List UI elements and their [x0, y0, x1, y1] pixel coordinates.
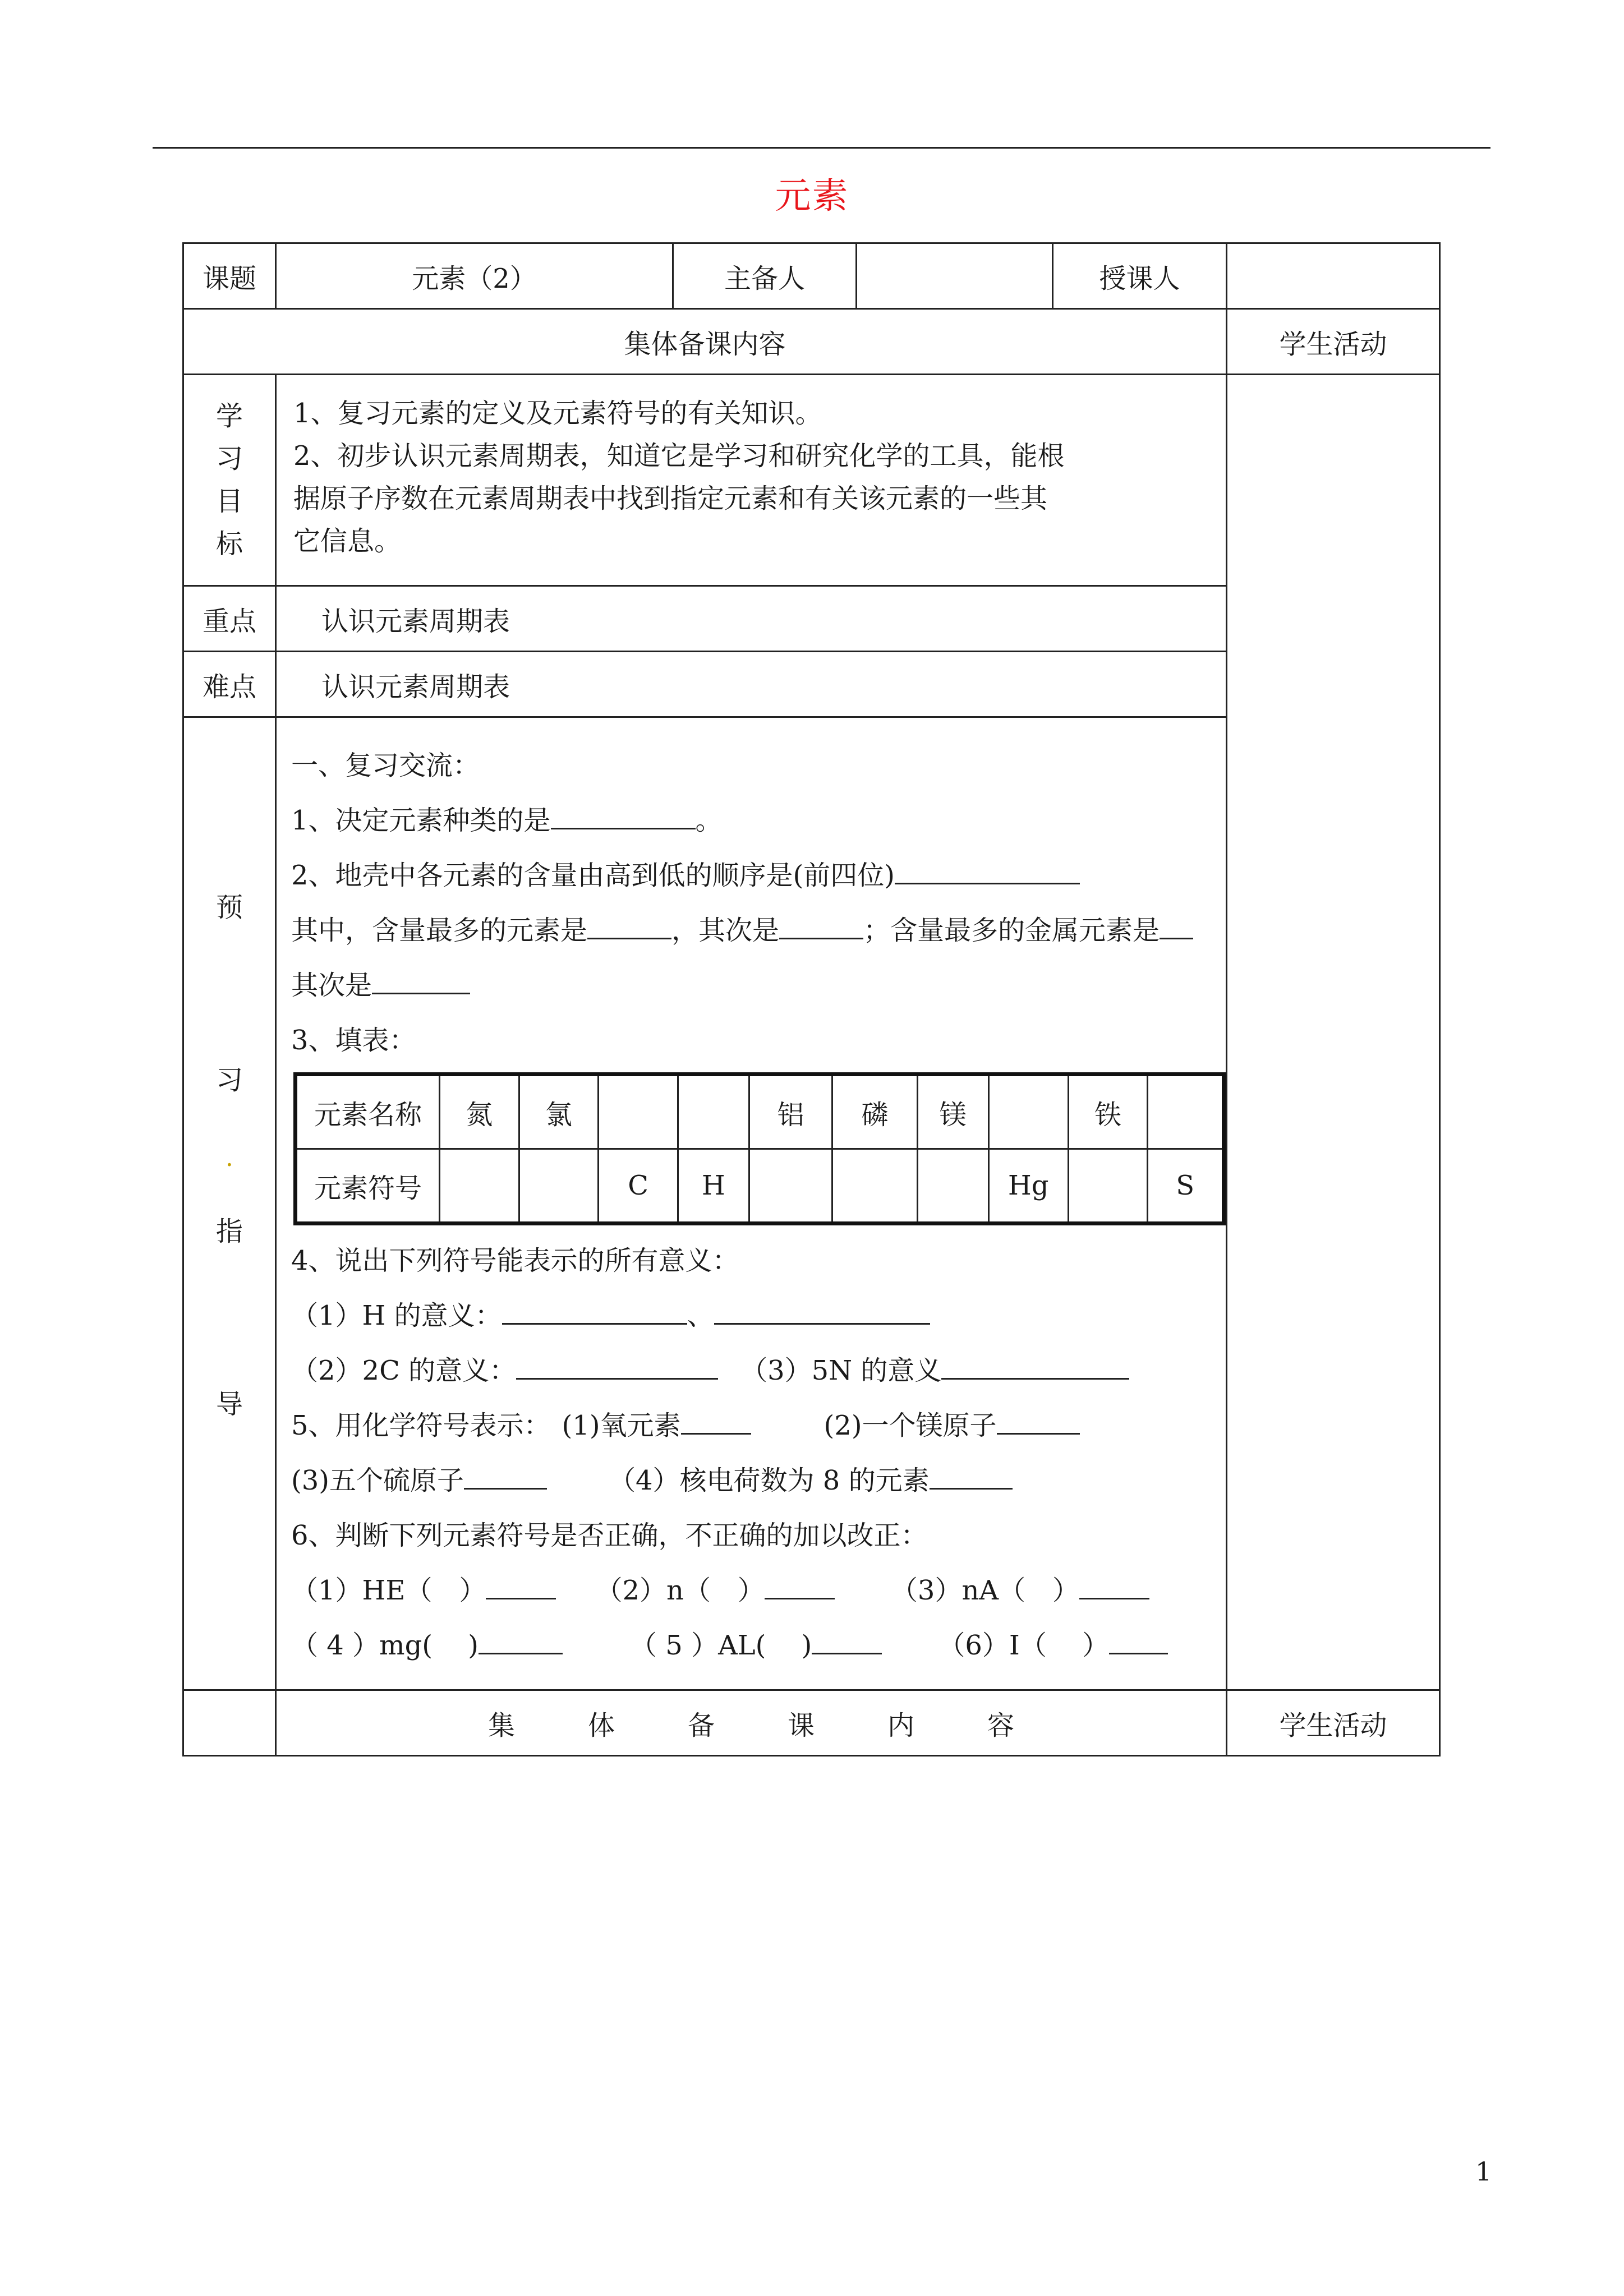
element-symbol-cell[interactable]: [832, 1149, 918, 1224]
element-name-cell[interactable]: [988, 1075, 1068, 1149]
topic-value: 元素（2）: [276, 243, 673, 309]
element-name-label: 元素名称: [296, 1075, 440, 1149]
guide-label: 预 习 · 指 导: [183, 717, 276, 1690]
document-title: 元素: [775, 176, 849, 217]
header-rule: [153, 147, 1490, 149]
footer-row: [183, 1690, 1440, 1756]
element-name-cell[interactable]: [599, 1075, 678, 1149]
goal-line-2: 2、初步认识元素周期表，知道它是学习和研究化学的工具，能根: [293, 440, 1065, 472]
teacher-label: 授课人: [1053, 243, 1227, 309]
question-6: 6、判断下列元素符号是否正确，不正确的加以改正：: [291, 1520, 928, 1551]
question-4a: （1）H 的意义： 、: [291, 1288, 1226, 1343]
answer-blank[interactable]: [1160, 909, 1193, 939]
answer-blank[interactable]: [372, 963, 470, 994]
question-2c: 其次是: [291, 958, 1226, 1013]
goals-label: 学 习 目 标: [183, 375, 276, 586]
key-point-value: 认识元素周期表: [276, 586, 1227, 652]
element-name-cell[interactable]: 铝: [749, 1075, 832, 1149]
question-5: 5、用化学符号表示： (1)氧元素 (2)一个镁原子: [291, 1398, 1226, 1453]
element-name-cell[interactable]: [678, 1075, 749, 1149]
element-fill-table: [293, 1072, 1226, 1225]
question-4: 4、说出下列符号能表示的所有意义：: [291, 1245, 739, 1276]
element-name-row: [296, 1075, 1224, 1149]
activity-header: 学生活动: [1227, 309, 1440, 375]
student-activity-cell: [1227, 375, 1440, 1690]
element-symbol-cell[interactable]: [749, 1149, 832, 1224]
footer-empty-cell: [183, 1690, 276, 1756]
answer-blank[interactable]: [930, 1459, 1013, 1490]
answer-blank[interactable]: [479, 1624, 563, 1654]
footer-content-label: 集 体 备 课 内 容: [276, 1690, 1227, 1756]
element-symbol-cell[interactable]: C: [599, 1149, 678, 1224]
element-name-cell[interactable]: 磷: [832, 1075, 918, 1149]
difficulty-label: 难点: [183, 652, 276, 717]
answer-blank[interactable]: [486, 1569, 556, 1599]
answer-blank[interactable]: [997, 1404, 1080, 1435]
element-symbol-cell[interactable]: S: [1148, 1149, 1224, 1224]
answer-blank[interactable]: [464, 1459, 547, 1490]
section-header-row: [183, 309, 1440, 375]
difficulty-value: 认识元素周期表: [276, 652, 1227, 717]
question-6a: （1）HE（ ） （2）n（ ） （3）nA（ ）: [291, 1563, 1226, 1618]
answer-blank[interactable]: [779, 909, 863, 939]
key-point-label: 重点: [183, 586, 276, 652]
guide-heading: 一、复习交流：: [291, 750, 480, 781]
element-symbol-cell[interactable]: [1068, 1149, 1148, 1224]
lead-label: 主备人: [673, 243, 857, 309]
element-name-cell[interactable]: 氮: [440, 1075, 519, 1149]
footer-activity-label: 学生活动: [1227, 1690, 1440, 1756]
element-symbol-row: [296, 1149, 1224, 1224]
element-symbol-label: 元素符号: [296, 1149, 440, 1224]
goal-line-1: 1、复习元素的定义及元素符号的有关知识。: [293, 398, 822, 429]
answer-blank[interactable]: [765, 1569, 835, 1599]
lesson-plan-table: [182, 242, 1441, 1756]
element-name-cell[interactable]: 氯: [519, 1075, 599, 1149]
guide-content: [276, 717, 1227, 1690]
element-name-cell[interactable]: 镁: [917, 1075, 988, 1149]
answer-blank[interactable]: [895, 854, 1080, 884]
question-2: 2、地壳中各元素的含量由高到低的顺序是(前四位): [291, 848, 1226, 903]
topic-label: 课题: [183, 243, 276, 309]
answer-blank[interactable]: [1079, 1569, 1149, 1599]
answer-blank[interactable]: [714, 1294, 930, 1325]
element-symbol-cell[interactable]: H: [678, 1149, 749, 1224]
answer-blank[interactable]: [587, 909, 671, 939]
question-6b: （ 4 ）mg( ) （ 5 ）AL( ) （6）I（ ）: [291, 1618, 1226, 1673]
answer-blank[interactable]: [812, 1624, 882, 1654]
question-5b: (3)五个硫原子 （4）核电荷数为 8 的元素: [291, 1453, 1226, 1508]
answer-blank[interactable]: [1109, 1624, 1168, 1654]
goal-line-3: 据原子序数在元素周期表中找到指定元素和有关该元素的一些其: [293, 483, 1048, 514]
element-symbol-cell[interactable]: [519, 1149, 599, 1224]
answer-blank[interactable]: [941, 1349, 1129, 1380]
content-header: 集体备课内容: [183, 309, 1227, 375]
element-symbol-cell[interactable]: Hg: [988, 1149, 1068, 1224]
answer-blank[interactable]: [551, 799, 696, 829]
goals-row: [183, 375, 1440, 586]
element-symbol-cell[interactable]: [917, 1149, 988, 1224]
answer-blank[interactable]: [502, 1294, 687, 1325]
header-row: [183, 243, 1440, 309]
lead-value: [857, 243, 1053, 309]
element-name-cell[interactable]: 铁: [1068, 1075, 1148, 1149]
element-symbol-cell[interactable]: [440, 1149, 519, 1224]
element-name-cell[interactable]: [1148, 1075, 1224, 1149]
question-3: 3、填表：: [291, 1025, 416, 1056]
answer-blank[interactable]: [681, 1404, 751, 1435]
question-1: 1、决定元素种类的是 。: [291, 793, 1226, 848]
question-2b: 其中，含量最多的元素是 ，其次是 ；含量最多的金属元素是: [291, 903, 1226, 958]
answer-blank[interactable]: [516, 1349, 718, 1380]
goals-content: [276, 375, 1227, 586]
goal-line-4: 它信息。: [293, 525, 402, 557]
question-4bc: （2）2C 的意义： （3）5N 的意义: [291, 1343, 1226, 1398]
teacher-value: [1227, 243, 1440, 309]
page-number: 1: [1475, 2156, 1492, 2187]
